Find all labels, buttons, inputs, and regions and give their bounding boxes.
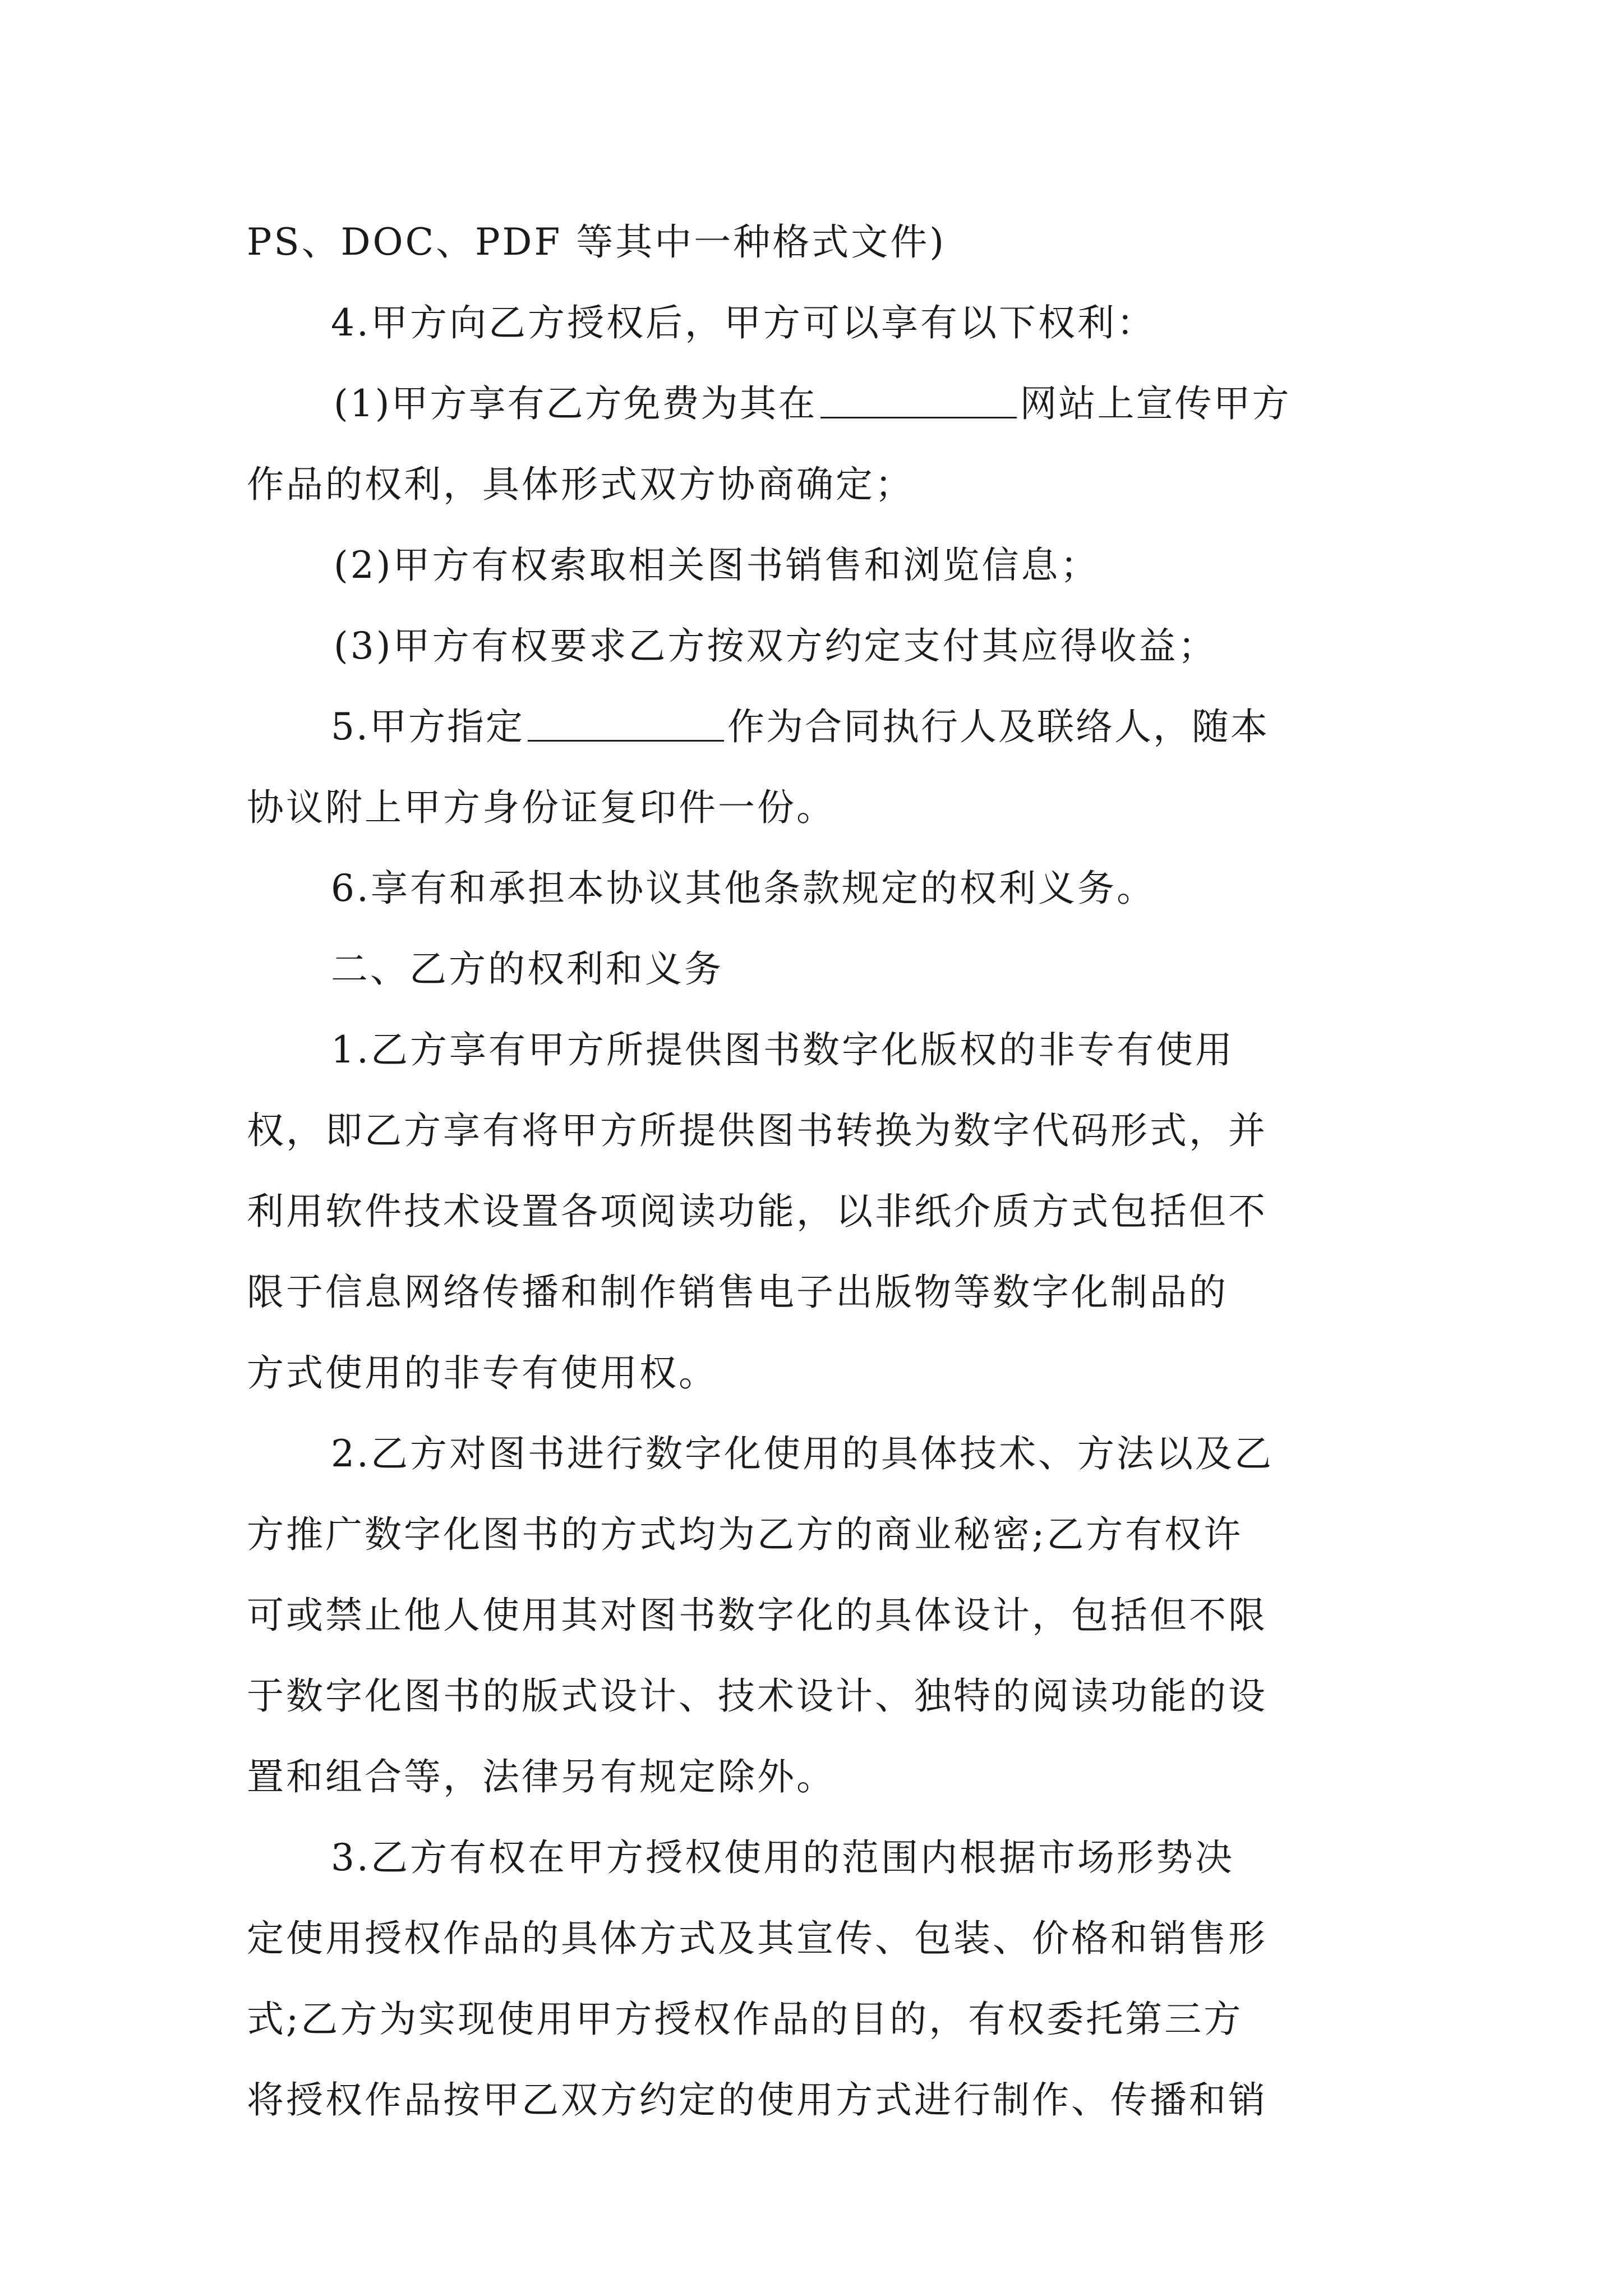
text-line (247, 202, 1385, 283)
text-segment: (3)甲方有权要求乙方按双方约定支付其应得收益； (334, 624, 1218, 668)
text-line (247, 1737, 1385, 1818)
text-line (247, 2060, 1385, 2141)
text-line (247, 1656, 1385, 1737)
text-segment: 方推广数字化图书的方式均为乙方的商业秘密;乙方有权许 (247, 1513, 1243, 1556)
sub-clause (247, 364, 1385, 444)
text-line (247, 1333, 1385, 1414)
text-line (247, 1494, 1385, 1575)
text-segment: 4.甲方向乙方授权后，甲方可以享有以下权利： (331, 301, 1156, 344)
clause-heading (247, 687, 1385, 767)
clause-heading (247, 283, 1385, 364)
contact-person-blank-field[interactable] (528, 706, 724, 742)
text-segment: (2)甲方有权索取相关图书销售和浏览信息； (334, 544, 1100, 587)
section-heading (247, 929, 1385, 1010)
text-segment: 利用软件技术设置各项阅读功能，以非纸介质方式包括但不 (247, 1190, 1267, 1233)
text-segment: (1)甲方享有乙方免费为其在 (334, 382, 817, 425)
text-line (247, 1091, 1385, 1171)
clause-heading (247, 1414, 1385, 1494)
text-segment: PS、DOC、PDF 等其中一种格式文件) (247, 220, 946, 264)
text-segment: 于数字化图书的版式设计、技术设计、独特的阅读功能的设 (247, 1674, 1267, 1718)
text-segment: 方式使用的非专有使用权。 (247, 1351, 718, 1395)
text-segment: 作品的权利，具体形式双方协商确定； (247, 463, 914, 506)
clause-heading (247, 1010, 1385, 1091)
text-line (247, 1575, 1385, 1656)
text-line (247, 1979, 1385, 2060)
website-blank-field[interactable] (820, 383, 1017, 418)
clause-heading (247, 1818, 1385, 1898)
text-segment: 网站上宣传甲方 (1020, 382, 1291, 425)
text-segment: 限于信息网络传播和制作销售电子出版物等数字化制品的 (247, 1271, 1228, 1314)
clause-heading (247, 848, 1385, 929)
sub-clause (247, 525, 1385, 606)
text-segment: 6.享有和承担本协议其他条款规定的权利义务。 (331, 867, 1156, 910)
text-segment: 协议附上甲方身份证复印件一份。 (247, 786, 836, 829)
text-segment: 权，即乙方享有将甲方所提供图书转换为数字代码形式，并 (247, 1109, 1267, 1152)
text-line (247, 1252, 1385, 1333)
text-segment: 1.乙方享有甲方所提供图书数字化版权的非专有使用 (331, 1028, 1234, 1071)
text-segment: 式;乙方为实现使用甲方授权作品的目的，有权委托第三方 (247, 1998, 1243, 2041)
text-segment: 可或禁止他人使用其对图书数字化的具体设计，包括但不限 (247, 1594, 1267, 1637)
text-line (247, 444, 1385, 525)
text-segment: 定使用授权作品的具体方式及其宣传、包装、价格和销售形 (247, 1917, 1267, 1960)
text-line (247, 767, 1385, 848)
text-segment: 将授权作品按甲乙双方约定的使用方式进行制作、传播和销 (247, 2078, 1267, 2122)
text-segment: 作为合同执行人及联络人，随本 (727, 705, 1269, 748)
document-page (247, 202, 1385, 2141)
text-segment: 5.甲方指定 (331, 705, 524, 748)
text-line (247, 1171, 1385, 1252)
text-segment: 2.乙方对图书进行数字化使用的具体技术、方法以及乙 (331, 1432, 1274, 1475)
text-line (247, 1898, 1385, 1979)
text-segment: 置和组合等，法律另有规定除外。 (247, 1755, 836, 1798)
text-segment: 3.乙方有权在甲方授权使用的范围内根据市场形势决 (331, 1836, 1234, 1879)
sub-clause (247, 606, 1385, 687)
text-segment: 二、乙方的权利和义务 (331, 947, 723, 991)
